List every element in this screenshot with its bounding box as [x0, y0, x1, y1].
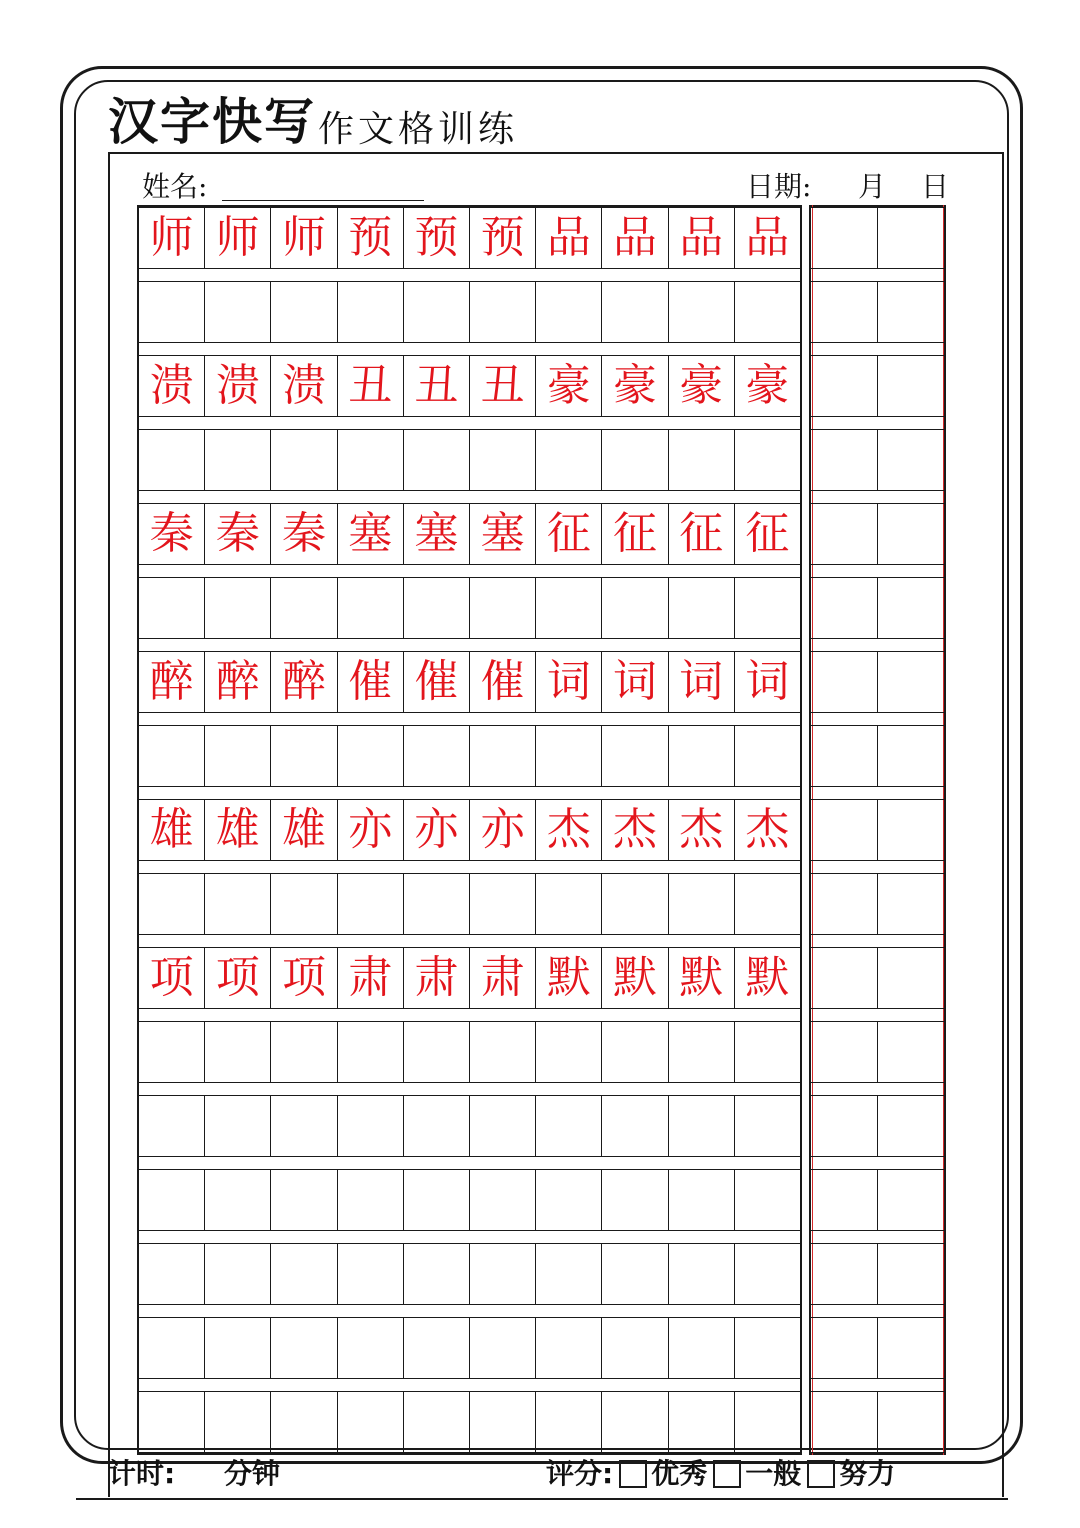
writing-cell[interactable]	[669, 1170, 735, 1230]
sample-row	[139, 503, 800, 565]
sample-character: 豪	[745, 360, 790, 411]
blank-row	[139, 1317, 800, 1379]
writing-cell[interactable]	[404, 1392, 470, 1452]
writing-cell[interactable]	[338, 578, 404, 638]
sample-character: 催	[470, 652, 536, 712]
writing-cell[interactable]	[205, 1170, 271, 1230]
side-row	[811, 873, 944, 935]
sheet-title: 汉字快写	[108, 93, 316, 151]
writing-cell[interactable]	[139, 1318, 205, 1378]
sample-character: 亦	[470, 800, 536, 860]
sample-character: 品	[669, 208, 735, 268]
writing-cell[interactable]	[669, 1244, 735, 1304]
writing-cell[interactable]	[271, 430, 337, 490]
sample-character: 杰	[745, 804, 790, 855]
side-row	[811, 207, 944, 269]
sample-character: 肃	[470, 948, 536, 1008]
side-writing-cell[interactable]	[878, 1392, 944, 1452]
writing-cell[interactable]	[139, 430, 205, 490]
sample-character: 雄	[205, 800, 271, 860]
writing-cell[interactable]	[536, 1318, 602, 1378]
sample-row	[139, 799, 800, 861]
writing-cell[interactable]	[602, 282, 668, 342]
writing-cell[interactable]	[470, 726, 536, 786]
writing-cell[interactable]	[404, 1170, 470, 1230]
side-row	[811, 577, 944, 639]
side-writing-cell[interactable]	[811, 652, 878, 712]
blank-row	[139, 577, 800, 639]
score-checkbox-excellent[interactable]	[619, 1460, 647, 1488]
sample-character: 师	[139, 208, 205, 268]
sample-character: 预	[338, 208, 404, 268]
side-row	[811, 651, 944, 713]
writing-cell[interactable]	[338, 874, 404, 934]
sample-character: 杰	[602, 800, 668, 860]
side-writing-cell[interactable]	[878, 578, 944, 638]
writing-cell[interactable]	[536, 1244, 602, 1304]
side-writing-cell[interactable]	[878, 430, 944, 490]
side-writing-cell[interactable]	[811, 430, 878, 490]
writing-cell[interactable]	[205, 1244, 271, 1304]
writing-cell[interactable]	[470, 1244, 536, 1304]
writing-cell[interactable]	[271, 726, 337, 786]
sample-row	[139, 947, 800, 1009]
writing-cell[interactable]	[139, 874, 205, 934]
score-label: 评分:	[546, 1457, 614, 1490]
side-writing-cell[interactable]	[878, 726, 944, 786]
sample-character: 品	[602, 208, 668, 268]
writing-cell[interactable]	[735, 1318, 800, 1378]
writing-cell[interactable]	[271, 1096, 337, 1156]
sample-character: 丑	[338, 356, 404, 416]
writing-cell[interactable]	[404, 1096, 470, 1156]
side-row	[811, 281, 944, 343]
minutes-label: 分钟	[224, 1457, 281, 1490]
sample-character: 预	[470, 208, 536, 268]
writing-cell[interactable]	[536, 874, 602, 934]
writing-cell[interactable]	[139, 1022, 205, 1082]
side-row	[811, 355, 944, 417]
writing-cell[interactable]	[669, 1096, 735, 1156]
writing-cell[interactable]	[536, 1096, 602, 1156]
sample-character: 词	[669, 652, 735, 712]
score-checkbox-average[interactable]	[713, 1460, 741, 1488]
title-underline	[108, 152, 1004, 154]
side-writing-cell[interactable]	[878, 1170, 944, 1230]
side-writing-cell[interactable]	[878, 1096, 944, 1156]
side-writing-cell[interactable]	[878, 652, 944, 712]
writing-cell[interactable]	[139, 1170, 205, 1230]
sample-character: 醉	[139, 652, 205, 712]
sample-character: 项	[205, 948, 271, 1008]
name-field[interactable]	[222, 200, 424, 201]
sample-character: 征	[602, 504, 668, 564]
sample-character: 豪	[602, 356, 668, 416]
side-writing-cell[interactable]	[811, 208, 878, 268]
side-row	[811, 799, 944, 861]
writing-cell[interactable]	[735, 1392, 800, 1452]
side-row	[811, 947, 944, 1009]
side-writing-cell[interactable]	[878, 282, 944, 342]
writing-cell[interactable]	[271, 1244, 337, 1304]
sample-character: 词	[536, 652, 602, 712]
writing-cell[interactable]	[536, 1392, 602, 1452]
writing-cell[interactable]	[271, 578, 337, 638]
timer-label: 计时:	[108, 1457, 176, 1490]
side-row	[811, 1169, 944, 1231]
writing-cell[interactable]	[602, 726, 668, 786]
sample-character: 醉	[205, 652, 271, 712]
sample-character: 雄	[139, 800, 205, 860]
sample-character: 秦	[139, 504, 205, 564]
writing-cell[interactable]	[271, 1170, 337, 1230]
side-writing-cell[interactable]	[811, 282, 878, 342]
sample-character: 征	[669, 504, 735, 564]
side-writing-cell[interactable]	[878, 1022, 944, 1082]
writing-cell[interactable]	[735, 1022, 800, 1082]
writing-cell[interactable]	[338, 1318, 404, 1378]
side-writing-cell[interactable]	[811, 1022, 878, 1082]
score-section	[546, 1456, 895, 1492]
side-row	[811, 725, 944, 787]
writing-cell[interactable]	[735, 282, 800, 342]
sample-character: 默	[745, 952, 790, 1003]
writing-cell[interactable]	[470, 282, 536, 342]
sample-character: 项	[271, 948, 337, 1008]
writing-cell[interactable]	[470, 1170, 536, 1230]
date-label: 日期:	[746, 170, 812, 203]
writing-cell[interactable]	[139, 578, 205, 638]
side-row	[811, 503, 944, 565]
writing-cell[interactable]	[735, 1170, 800, 1230]
writing-cell[interactable]	[602, 1022, 668, 1082]
writing-cell[interactable]	[470, 874, 536, 934]
side-row	[811, 429, 944, 491]
sample-character: 师	[271, 208, 337, 268]
writing-cell[interactable]	[271, 1392, 337, 1452]
writing-cell[interactable]	[205, 1022, 271, 1082]
bottom-rule	[76, 1498, 1008, 1500]
side-writing-cell[interactable]	[811, 356, 878, 416]
writing-cell[interactable]	[139, 282, 205, 342]
writing-cell[interactable]	[404, 282, 470, 342]
side-writing-cell[interactable]	[811, 1318, 878, 1378]
side-writing-cell[interactable]	[811, 1244, 878, 1304]
sample-character: 征	[745, 508, 790, 559]
side-writing-cell[interactable]	[811, 874, 878, 934]
writing-cell[interactable]	[536, 1022, 602, 1082]
writing-cell[interactable]	[602, 430, 668, 490]
writing-cell[interactable]	[139, 1244, 205, 1304]
writing-cell[interactable]	[735, 578, 800, 638]
writing-cell[interactable]	[338, 1170, 404, 1230]
writing-cell[interactable]	[404, 1022, 470, 1082]
name-label: 姓名:	[142, 170, 208, 203]
sample-character: 杰	[669, 800, 735, 860]
sample-character: 默	[602, 948, 668, 1008]
side-writing-cell[interactable]	[811, 504, 878, 564]
sample-character: 师	[205, 208, 271, 268]
writing-cell[interactable]	[602, 874, 668, 934]
writing-cell[interactable]	[470, 1096, 536, 1156]
writing-cell[interactable]	[470, 578, 536, 638]
writing-cell[interactable]	[338, 282, 404, 342]
sample-character: 雄	[271, 800, 337, 860]
sample-character: 豪	[669, 356, 735, 416]
sample-row	[139, 207, 800, 269]
blank-row	[139, 281, 800, 343]
right-margin-rule	[1002, 152, 1004, 1497]
day-label: 日	[921, 170, 950, 203]
writing-cell[interactable]	[205, 1392, 271, 1452]
left-margin-rule	[108, 152, 110, 1497]
sample-character: 溃	[205, 356, 271, 416]
side-row	[811, 1391, 944, 1453]
side-row	[811, 1317, 944, 1379]
side-writing-cell[interactable]	[811, 948, 878, 1008]
side-writing-cell[interactable]	[878, 1244, 944, 1304]
writing-cell[interactable]	[205, 282, 271, 342]
side-writing-cell[interactable]	[811, 726, 878, 786]
sample-character: 塞	[338, 504, 404, 564]
writing-cell[interactable]	[271, 282, 337, 342]
blank-row	[139, 1243, 800, 1305]
writing-cell[interactable]	[139, 1096, 205, 1156]
writing-cell[interactable]	[205, 726, 271, 786]
sample-character: 醉	[271, 652, 337, 712]
writing-cell[interactable]	[669, 578, 735, 638]
side-writing-cell[interactable]	[878, 356, 944, 416]
blank-row	[139, 1169, 800, 1231]
writing-cell[interactable]	[205, 1096, 271, 1156]
sample-character: 肃	[404, 948, 470, 1008]
side-writing-cell[interactable]	[878, 874, 944, 934]
sample-character: 词	[602, 652, 668, 712]
sample-character: 塞	[470, 504, 536, 564]
writing-cell[interactable]	[669, 430, 735, 490]
writing-cell[interactable]	[536, 430, 602, 490]
blank-row	[139, 725, 800, 787]
writing-cell[interactable]	[602, 1096, 668, 1156]
writing-cell[interactable]	[205, 874, 271, 934]
sample-character: 词	[745, 656, 790, 707]
sample-character: 杰	[536, 800, 602, 860]
sample-character: 豪	[536, 356, 602, 416]
writing-cell[interactable]	[669, 1392, 735, 1452]
side-writing-cell[interactable]	[878, 800, 944, 860]
side-writing-cell[interactable]	[811, 1096, 878, 1156]
blank-row	[139, 1095, 800, 1157]
writing-cell[interactable]	[735, 874, 800, 934]
sample-row	[139, 355, 800, 417]
side-writing-cell[interactable]	[878, 1318, 944, 1378]
writing-cell[interactable]	[669, 282, 735, 342]
sample-character: 默	[669, 948, 735, 1008]
writing-cell[interactable]	[205, 430, 271, 490]
blank-row	[139, 873, 800, 935]
writing-cell[interactable]	[602, 578, 668, 638]
writing-cell[interactable]	[536, 1170, 602, 1230]
writing-cell[interactable]	[602, 1244, 668, 1304]
sample-character: 预	[404, 208, 470, 268]
blank-row	[139, 429, 800, 491]
writing-cell[interactable]	[271, 1318, 337, 1378]
writing-cell[interactable]	[338, 1096, 404, 1156]
sample-character: 溃	[271, 356, 337, 416]
sample-character: 秦	[205, 504, 271, 564]
writing-cell[interactable]	[271, 874, 337, 934]
score-option-effort: 努力	[839, 1457, 896, 1490]
writing-cell[interactable]	[669, 726, 735, 786]
sample-character: 亦	[338, 800, 404, 860]
writing-cell[interactable]	[404, 578, 470, 638]
writing-cell[interactable]	[536, 578, 602, 638]
side-writing-cell[interactable]	[811, 800, 878, 860]
writing-cell[interactable]	[602, 1170, 668, 1230]
score-option-excellent: 优秀	[651, 1457, 708, 1490]
side-writing-cell[interactable]	[811, 578, 878, 638]
side-writing-cell[interactable]	[811, 1170, 878, 1230]
sample-character: 亦	[404, 800, 470, 860]
sample-character: 秦	[271, 504, 337, 564]
blank-row	[139, 1391, 800, 1453]
sample-character: 品	[536, 208, 602, 268]
writing-cell[interactable]	[735, 726, 800, 786]
sample-character: 丑	[404, 356, 470, 416]
side-row	[811, 1095, 944, 1157]
writing-cell[interactable]	[669, 1318, 735, 1378]
writing-cell[interactable]	[602, 1318, 668, 1378]
writing-cell[interactable]	[536, 282, 602, 342]
writing-cell[interactable]	[470, 430, 536, 490]
writing-cell[interactable]	[271, 1022, 337, 1082]
side-writing-cell[interactable]	[878, 948, 944, 1008]
writing-cell[interactable]	[735, 1244, 800, 1304]
writing-cell[interactable]	[139, 1392, 205, 1452]
side-row	[811, 1243, 944, 1305]
writing-cell[interactable]	[404, 1318, 470, 1378]
side-writing-cell[interactable]	[811, 1392, 878, 1452]
writing-cell[interactable]	[470, 1392, 536, 1452]
sample-character: 丑	[470, 356, 536, 416]
sample-character: 塞	[404, 504, 470, 564]
writing-cell[interactable]	[338, 1022, 404, 1082]
writing-cell[interactable]	[404, 1244, 470, 1304]
writing-cell[interactable]	[602, 1392, 668, 1452]
writing-cell[interactable]	[338, 726, 404, 786]
sample-character: 品	[745, 212, 790, 263]
month-label: 月	[858, 170, 887, 203]
writing-cell[interactable]	[536, 726, 602, 786]
writing-cell[interactable]	[205, 1318, 271, 1378]
writing-cell[interactable]	[735, 1096, 800, 1156]
side-row	[811, 1021, 944, 1083]
sample-character: 肃	[338, 948, 404, 1008]
sample-character: 催	[338, 652, 404, 712]
writing-cell[interactable]	[404, 430, 470, 490]
sample-character: 项	[139, 948, 205, 1008]
writing-cell[interactable]	[338, 430, 404, 490]
writing-cell[interactable]	[338, 1244, 404, 1304]
sample-row	[139, 651, 800, 713]
sample-character: 征	[536, 504, 602, 564]
writing-cell[interactable]	[470, 1022, 536, 1082]
writing-cell[interactable]	[470, 1318, 536, 1378]
sample-character: 默	[536, 948, 602, 1008]
sample-character: 溃	[139, 356, 205, 416]
side-writing-cell[interactable]	[878, 504, 944, 564]
writing-cell[interactable]	[404, 726, 470, 786]
score-checkbox-effort[interactable]	[807, 1460, 835, 1488]
writing-cell[interactable]	[205, 578, 271, 638]
side-writing-cell[interactable]	[878, 208, 944, 268]
writing-cell[interactable]	[735, 430, 800, 490]
writing-cell[interactable]	[404, 874, 470, 934]
writing-cell[interactable]	[669, 1022, 735, 1082]
blank-row	[139, 1021, 800, 1083]
writing-cell[interactable]	[669, 874, 735, 934]
sample-character: 催	[404, 652, 470, 712]
score-option-average: 一般	[745, 1457, 802, 1490]
sheet-subtitle: 作文格训练	[318, 109, 519, 150]
writing-cell[interactable]	[338, 1392, 404, 1452]
writing-cell[interactable]	[139, 726, 205, 786]
